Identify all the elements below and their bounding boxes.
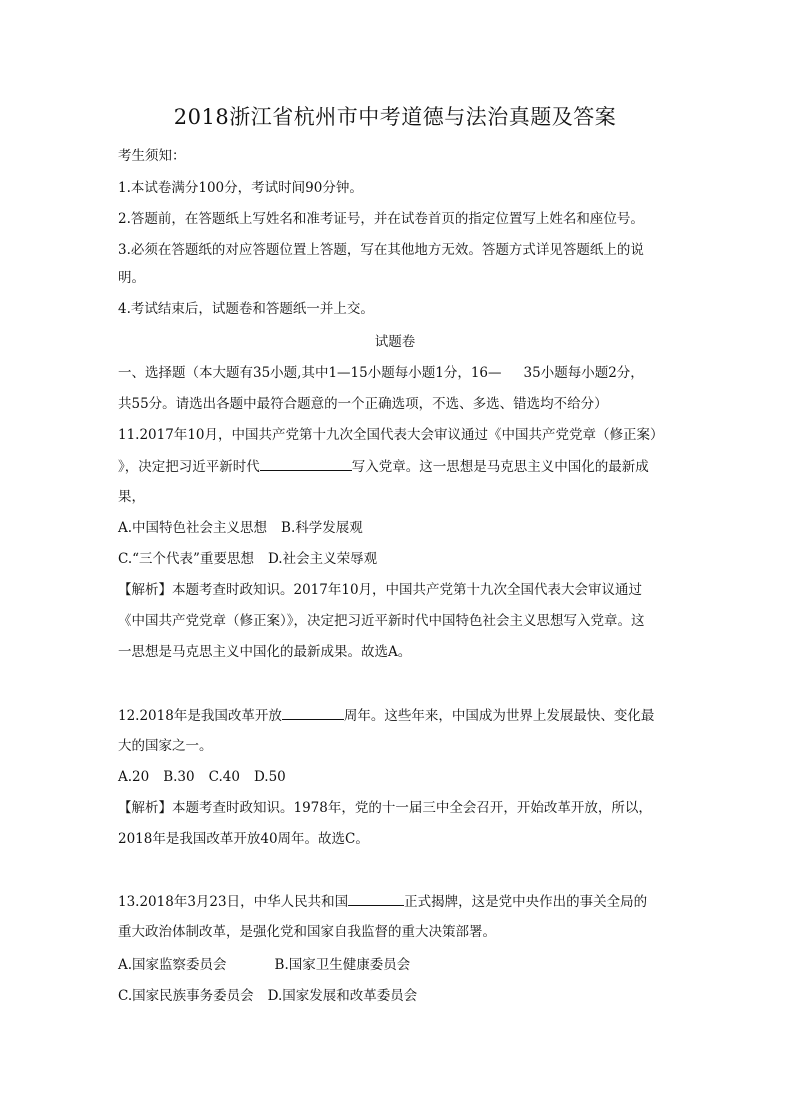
q11-analysis-line: 一思想是马克思主义中国化的最新成果。故选A。 — [118, 644, 412, 660]
q12-options-row — [118, 767, 678, 787]
part1-instructions-text: 35小题每小题2分， — [523, 365, 644, 381]
q12-stem-text: 周年。这些年来，中国成为世界上发展最快、变化最 — [343, 708, 655, 724]
q13-option-b: B.国家卫生健康委员会 — [274, 957, 411, 973]
q11-stem-line: 果， — [118, 489, 145, 505]
q13-option-c: C.国家民族事务委员会 — [118, 988, 254, 1004]
q11-option-b: B.科学发展观 — [281, 520, 363, 536]
notice-item: 4.考试结束后，试题卷和答题纸一并上交。 — [118, 301, 374, 317]
q13-option-d: D.国家发展和改革委员会 — [267, 988, 418, 1004]
notice-item: 3.必须在答题纸的对应答题位置上答题，写在其他地方无效。答题方式详见答题纸上的说 — [118, 242, 644, 258]
page-title: 2018浙江省杭州市中考道德与法治真题及答案 — [173, 105, 617, 129]
q11-option-a: A.中国特色社会主义思想 — [118, 520, 268, 536]
q11-option-c: C.“三个代表”重要思想 — [118, 551, 254, 567]
answer-blank — [348, 891, 404, 906]
notice-heading: 考生须知： — [118, 148, 186, 164]
notice-item: 明。 — [118, 270, 145, 286]
q13-options-row — [118, 986, 678, 1006]
q11-stem-text: 写入党章。这一思想是马克思主义中国化的最新成 — [351, 459, 649, 475]
answer-blank — [282, 705, 344, 720]
q12-option-c: C.40 — [208, 769, 240, 785]
q11-stem-line: 11.2017年10月，中国共产党第十九次全国代表大会审议通过《中国共产党党章（修正案） — [118, 427, 664, 443]
q13-options-row — [118, 955, 678, 975]
part1-instructions-line — [118, 363, 678, 383]
notice-item: 2.答题前，在答题纸上写姓名和准考证号，并在试卷首页的指定位置写上姓名和座位号。 — [118, 211, 644, 227]
q11-analysis-line: 【解析】本题考查时政知识。2017年10月，中国共产党第十九次全国代表大会审议通过 — [118, 582, 643, 598]
q11-analysis-line: 《中国共产党党章（修正案）》，决定把习近平新时代中国特色社会主义思想写入党章。这 — [118, 613, 645, 629]
q13-stem-text: 正式揭牌，这是党中央作出的事关全局的 — [404, 894, 648, 910]
q11-options-row — [118, 549, 678, 569]
q12-stem-line: 大的国家之一。 — [118, 738, 213, 754]
q12-stem-line — [118, 705, 678, 726]
notice-item: 1.本试卷满分100分，考试时间90分钟。 — [118, 180, 363, 196]
q13-option-a: A.国家监察委员会 — [118, 957, 227, 973]
q12-analysis-line: 【解析】本题考查时政知识。1978年，党的十一届三中全会召开，开始改革开放，所以， — [118, 800, 652, 816]
q12-option-a: A.20 — [118, 769, 150, 785]
q11-option-d: D.社会主义荣辱观 — [267, 551, 378, 567]
q11-stem-text: 》，决定把习近平新时代 — [118, 459, 260, 475]
part1-instructions-text: 一、选择题（本大题有35小题,其中1—15小题每小题1分，16— — [118, 365, 502, 381]
q11-stem-line — [118, 456, 678, 477]
q12-stem-text: 12.2018年是我国改革开放 — [118, 708, 282, 724]
q13-stem-text: 13.2018年3月23日，中华人民共和国 — [118, 894, 349, 910]
q12-option-d: D.50 — [253, 769, 286, 785]
q13-stem-line — [118, 891, 678, 912]
section-title: 试题卷 — [374, 334, 416, 350]
q12-option-b: B.30 — [163, 769, 195, 785]
q12-analysis-line: 2018年是我国改革开放40周年。故选C。 — [118, 831, 369, 847]
answer-blank — [260, 456, 352, 471]
q13-stem-line: 重大政治体制改革，是强化党和国家自我监督的重大决策部署。 — [118, 924, 496, 940]
q11-options-row — [118, 518, 678, 538]
part1-instructions-line: 共55分。请选出各题中最符合题意的一个正确选项，不选、多选、错选均不给分） — [118, 396, 608, 412]
